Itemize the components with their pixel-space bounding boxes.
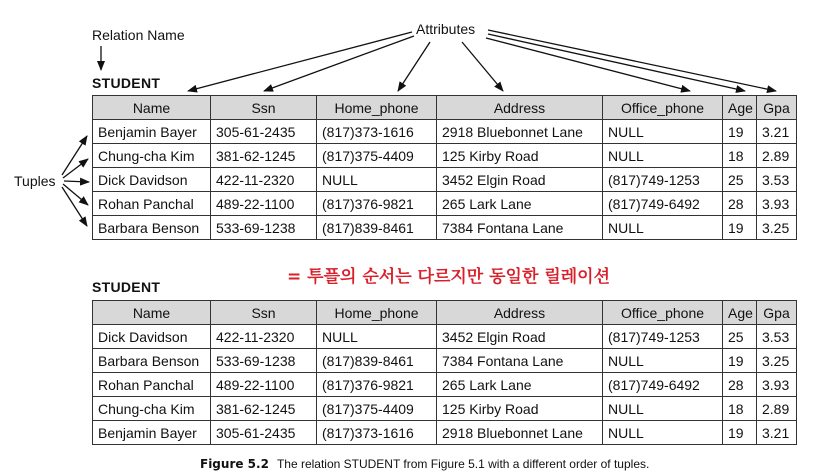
cell-ssn: 305-61-2435 — [211, 421, 317, 445]
relation-title-2: STUDENT — [92, 279, 161, 295]
relation-name-label: Relation Name — [92, 27, 185, 43]
korean-note: = 투플의 순서는 다르지만 동일한 릴레이션 — [287, 267, 611, 287]
cell-office-phone: (817)749-1253 — [603, 168, 723, 192]
cell-name: Benjamin Bayer — [93, 120, 211, 144]
cell-home-phone: (817)375-4409 — [317, 397, 437, 421]
caption-text: The relation STUDENT from Figure 5.1 with a different order of tuples. — [276, 457, 650, 471]
cell-ssn: 422-11-2320 — [211, 325, 317, 349]
cell-age: 28 — [723, 373, 757, 397]
tuples-label: Tuples — [14, 173, 56, 189]
cell-name: Rohan Panchal — [93, 192, 211, 216]
tuple-arrows — [62, 136, 89, 226]
cell-gpa: 3.93 — [757, 192, 797, 216]
cell-address: 2918 Bluebonnet Lane — [437, 120, 603, 144]
cell-office-phone: NULL — [603, 144, 723, 168]
table-row — [93, 144, 797, 168]
cell-age: 25 — [723, 168, 757, 192]
column-header-address: Address — [437, 301, 603, 325]
cell-ssn: 381-62-1245 — [211, 397, 317, 421]
cell-office-phone: NULL — [603, 349, 723, 373]
table-header-row — [93, 301, 797, 325]
cell-address: 265 Lark Lane — [437, 192, 603, 216]
table-row — [93, 120, 797, 144]
figure-caption — [200, 457, 649, 471]
cell-gpa: 2.89 — [757, 144, 797, 168]
cell-ssn: 381-62-1245 — [211, 144, 317, 168]
cell-gpa: 3.93 — [757, 373, 797, 397]
cell-ssn: 533-69-1238 — [211, 216, 317, 240]
cell-ssn: 305-61-2435 — [211, 120, 317, 144]
figure-number: Figure 5.2 — [200, 457, 269, 471]
table-row — [93, 168, 797, 192]
cell-address: 125 Kirby Road — [437, 144, 603, 168]
cell-gpa: 3.25 — [757, 349, 797, 373]
cell-home-phone: (817)839-8461 — [317, 349, 437, 373]
student-table-original — [92, 95, 797, 240]
cell-home-phone: (817)376-9821 — [317, 192, 437, 216]
cell-age: 19 — [723, 349, 757, 373]
column-header-gpa: Gpa — [757, 301, 797, 325]
cell-office-phone: NULL — [603, 397, 723, 421]
cell-gpa: 3.25 — [757, 216, 797, 240]
cell-address: 265 Lark Lane — [437, 373, 603, 397]
relation-title-1: STUDENT — [92, 75, 161, 91]
cell-age: 18 — [723, 397, 757, 421]
cell-name: Benjamin Bayer — [93, 421, 211, 445]
cell-home-phone: (817)375-4409 — [317, 144, 437, 168]
column-header-office-phone: Office_phone — [603, 301, 723, 325]
cell-ssn: 489-22-1100 — [211, 373, 317, 397]
table-row — [93, 216, 797, 240]
cell-name: Barbara Benson — [93, 216, 211, 240]
cell-home-phone: NULL — [317, 168, 437, 192]
column-header-home-phone: Home_phone — [317, 301, 437, 325]
cell-address: 125 Kirby Road — [437, 397, 603, 421]
cell-name: Dick Davidson — [93, 168, 211, 192]
cell-office-phone: NULL — [603, 120, 723, 144]
column-header-name: Name — [93, 96, 211, 120]
cell-office-phone: NULL — [603, 216, 723, 240]
column-header-ssn: Ssn — [211, 96, 317, 120]
cell-name: Barbara Benson — [93, 349, 211, 373]
cell-name: Chung-cha Kim — [93, 144, 211, 168]
cell-name: Rohan Panchal — [93, 373, 211, 397]
column-header-office-phone: Office_phone — [603, 96, 723, 120]
attributes-label: Attributes — [416, 21, 476, 37]
cell-address: 3452 Elgin Road — [437, 325, 603, 349]
cell-ssn: 422-11-2320 — [211, 168, 317, 192]
column-header-name: Name — [93, 301, 211, 325]
cell-gpa: 2.89 — [757, 397, 797, 421]
cell-age: 18 — [723, 144, 757, 168]
column-header-home-phone: Home_phone — [317, 96, 437, 120]
cell-age: 19 — [723, 216, 757, 240]
column-header-ssn: Ssn — [211, 301, 317, 325]
cell-address: 3452 Elgin Road — [437, 168, 603, 192]
cell-age: 19 — [723, 120, 757, 144]
cell-name: Dick Davidson — [93, 325, 211, 349]
table-row — [93, 397, 797, 421]
table-row — [93, 325, 797, 349]
cell-office-phone: (817)749-6492 — [603, 192, 723, 216]
cell-office-phone: (817)749-6492 — [603, 373, 723, 397]
cell-office-phone: NULL — [603, 421, 723, 445]
cell-office-phone: (817)749-1253 — [603, 325, 723, 349]
cell-age: 19 — [723, 421, 757, 445]
table-row — [93, 192, 797, 216]
cell-gpa: 3.21 — [757, 421, 797, 445]
cell-gpa: 3.53 — [757, 325, 797, 349]
cell-gpa: 3.53 — [757, 168, 797, 192]
column-header-gpa: Gpa — [757, 96, 797, 120]
column-header-age: Age — [723, 301, 757, 325]
cell-age: 28 — [723, 192, 757, 216]
cell-age: 25 — [723, 325, 757, 349]
column-header-address: Address — [437, 96, 603, 120]
cell-gpa: 3.21 — [757, 120, 797, 144]
cell-home-phone: (817)373-1616 — [317, 421, 437, 445]
table-row — [93, 373, 797, 397]
cell-home-phone: (817)376-9821 — [317, 373, 437, 397]
cell-ssn: 489-22-1100 — [211, 192, 317, 216]
table-row — [93, 349, 797, 373]
cell-home-phone: (817)373-1616 — [317, 120, 437, 144]
cell-address: 2918 Bluebonnet Lane — [437, 421, 603, 445]
table-header-row — [93, 96, 797, 120]
cell-name: Chung-cha Kim — [93, 397, 211, 421]
student-table-reordered — [92, 300, 797, 445]
column-header-age: Age — [723, 96, 757, 120]
table-row — [93, 421, 797, 445]
cell-home-phone: NULL — [317, 325, 437, 349]
cell-ssn: 533-69-1238 — [211, 349, 317, 373]
attribute-arrows — [188, 30, 776, 91]
cell-address: 7384 Fontana Lane — [437, 216, 603, 240]
cell-home-phone: (817)839-8461 — [317, 216, 437, 240]
cell-address: 7384 Fontana Lane — [437, 349, 603, 373]
